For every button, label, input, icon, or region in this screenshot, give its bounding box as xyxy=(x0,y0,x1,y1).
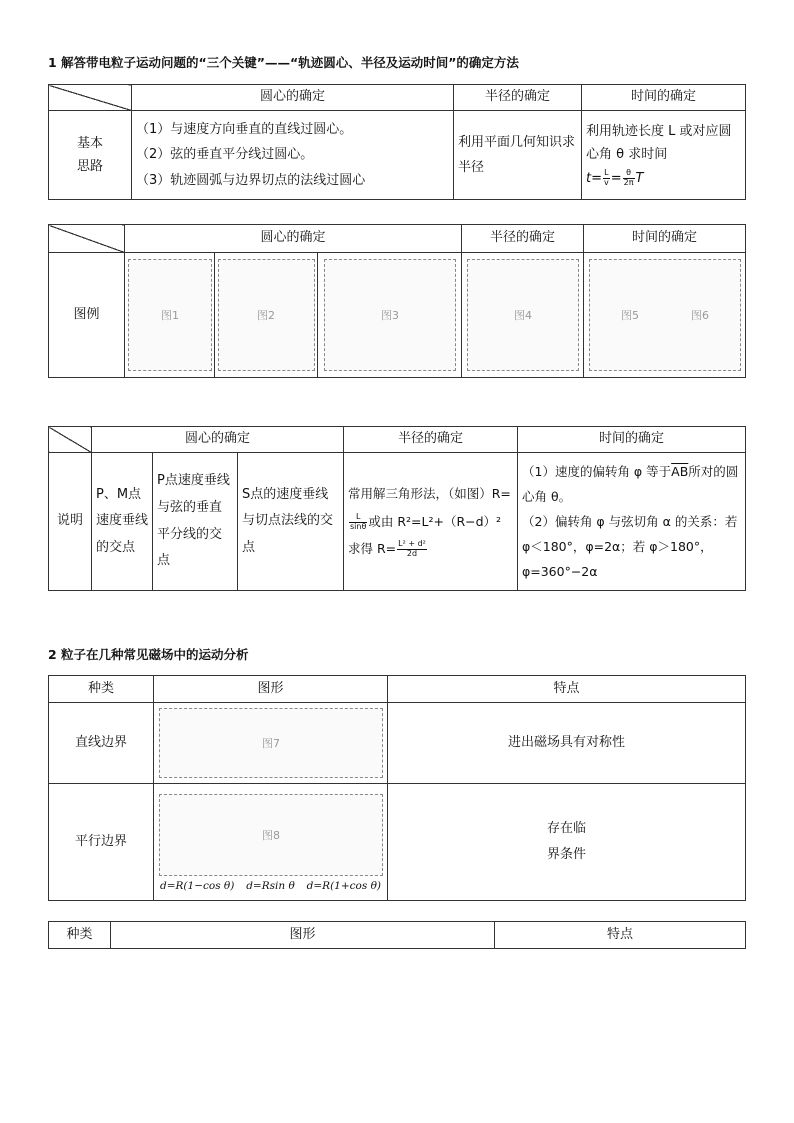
header-figure: 图形 xyxy=(154,676,388,703)
formula-tail: T xyxy=(635,170,644,186)
fraction-denominator: v xyxy=(604,177,609,187)
figure-label: 图5 xyxy=(620,309,639,322)
fraction-numerator: L² + d² xyxy=(398,539,426,549)
time-text: 利用轨迹长度 L 或对应圆心角 θ 求时间 xyxy=(586,123,732,163)
fraction-numerator: L xyxy=(604,167,609,177)
fraction-numerator: L xyxy=(349,513,367,523)
figure-label: 图1 xyxy=(160,309,179,322)
table-basic-ideas xyxy=(48,84,746,200)
note-pm: P、M点速度垂线的交点 xyxy=(92,453,153,591)
note-p: P点速度垂线与弦的垂直平分线的交点 xyxy=(153,453,238,591)
kind-parallel-boundary: 平行边界 xyxy=(49,784,154,901)
formula-3: d=R(1+cos θ) xyxy=(306,879,381,892)
time-part-1: （1）速度的偏转角 φ 等于 xyxy=(522,464,672,479)
table-field-motion xyxy=(48,675,746,901)
header-time: 时间的确定 xyxy=(584,225,746,253)
header-radius: 半径的确定 xyxy=(462,225,584,253)
header-feature: 特点 xyxy=(388,676,746,703)
fraction-theta-2pi xyxy=(623,169,635,188)
formula-1: d=R(1−cos θ) xyxy=(160,879,235,892)
figure-placeholder xyxy=(218,259,315,371)
fraction-l-v xyxy=(603,169,610,188)
radius-part-2: 或由 R²=L²+（R−d）²求得 R= xyxy=(348,513,502,557)
formula-equals: = xyxy=(610,170,622,186)
header-radius: 半径的确定 xyxy=(454,85,582,111)
header-time: 时间的确定 xyxy=(582,85,746,111)
figure-placeholder xyxy=(128,259,212,371)
table-illustrations xyxy=(48,224,746,378)
formula-lhs: t= xyxy=(586,170,602,186)
center-line-2: （2）弦的垂直平分线过圆心。 xyxy=(136,147,314,163)
header-center: 圆心的确定 xyxy=(125,225,462,253)
fraction-denominator: 2π xyxy=(623,177,634,187)
header-kind: 种类 xyxy=(49,676,154,703)
corner-cell xyxy=(49,427,92,453)
radius-text: 利用平面几何知识求半径 xyxy=(454,111,582,200)
radius-explanation xyxy=(344,453,518,591)
section-1-title: 1 解答带电粒子运动问题的“三个关键”——“轨迹圆心、半径及运动时间”的确定方法 xyxy=(48,55,519,70)
figure-cell xyxy=(462,253,584,378)
center-line-1: （1）与速度方向垂直的直线过圆心。 xyxy=(136,121,353,137)
corner-cell xyxy=(49,225,125,253)
feature-critical: 存在临 界条件 xyxy=(388,784,746,901)
figure-placeholder xyxy=(467,259,579,371)
row-label-figures: 图例 xyxy=(49,253,125,378)
figure-placeholder xyxy=(324,259,456,371)
time-explanation xyxy=(518,453,746,591)
header-time: 时间的确定 xyxy=(518,427,746,453)
figure-label: 图3 xyxy=(380,309,399,322)
time-part-3: （2）偏转角 φ 与弦切角 α 的关系：若 φ＜180°，φ=2α；若 φ＞180°，φ=360°−2α xyxy=(522,514,738,579)
figure-cell xyxy=(215,253,318,378)
header-radius: 半径的确定 xyxy=(344,427,518,453)
note-s: S点的速度垂线与切点法线的交点 xyxy=(238,453,344,591)
figure-cell xyxy=(584,253,746,378)
row-label-basic: 基本 思路 xyxy=(49,111,132,200)
section-2-title: 2 粒子在几种常见磁场中的运动分析 xyxy=(48,647,249,662)
figure-label: 图4 xyxy=(513,309,532,322)
fraction-l-sin xyxy=(349,513,367,532)
header-kind: 种类 xyxy=(49,922,111,949)
fraction-denominator: sinθ xyxy=(350,521,367,531)
formula-2: d=Rsin θ xyxy=(246,879,295,892)
figure-cell xyxy=(154,703,388,784)
kind-straight-boundary: 直线边界 xyxy=(49,703,154,784)
header-figure: 图形 xyxy=(111,922,495,949)
figure-placeholder xyxy=(159,708,383,778)
figure-label: 图7 xyxy=(261,737,280,750)
fraction-radius xyxy=(397,540,427,559)
row-label-notes: 说明 xyxy=(49,453,92,591)
time-part-2: 所对的圆心角 θ。 xyxy=(522,464,739,504)
figure-cell xyxy=(318,253,462,378)
radius-part-1: 常用解三角形法，（如图）R= xyxy=(348,486,511,502)
figure-placeholder xyxy=(159,794,383,876)
header-center: 圆心的确定 xyxy=(132,85,454,111)
figure-label: 图6 xyxy=(690,309,709,322)
fraction-denominator: 2d xyxy=(406,549,418,559)
corner-cell xyxy=(49,85,132,111)
arc-ab: $\overline{AB}$ xyxy=(671,464,689,479)
figure-placeholder xyxy=(589,259,741,371)
center-line-3: （3）轨迹圆弧与边界切点的法线过圆心 xyxy=(136,172,366,188)
figure-label: 图2 xyxy=(256,309,275,322)
header-center: 圆心的确定 xyxy=(92,427,344,453)
feature-symmetry: 进出磁场具有对称性 xyxy=(388,703,746,784)
figure-label: 图8 xyxy=(261,828,280,842)
table-explanations xyxy=(48,426,746,591)
fraction-numerator: θ xyxy=(623,169,635,179)
time-formula xyxy=(586,167,741,190)
figure-cell xyxy=(125,253,215,378)
figure-cell xyxy=(154,784,388,901)
header-feature: 特点 xyxy=(495,922,746,949)
table-field-motion-continued xyxy=(48,921,746,949)
